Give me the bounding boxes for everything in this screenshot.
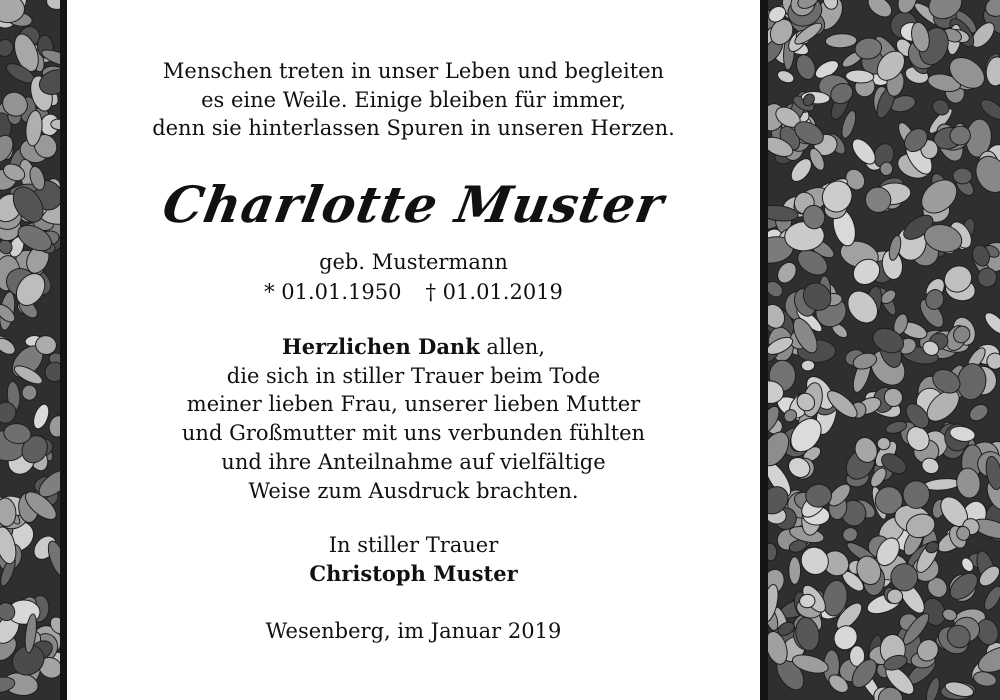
life-dates <box>67 279 760 305</box>
pebble <box>953 168 973 184</box>
pebble <box>887 589 903 604</box>
poem-line: Menschen treten in unser Leben und begleiten <box>162 59 665 83</box>
pebble <box>924 676 942 700</box>
thanks-bold: Herzlichen Dank <box>281 334 480 359</box>
thanks-line: und Großmutter mit uns verbunden fühlten <box>181 421 646 445</box>
pebble <box>47 414 60 438</box>
pebble <box>864 0 895 21</box>
poem-line: es eine Weile. Einige bleiben für immer, <box>201 88 626 112</box>
pebble <box>776 68 796 85</box>
birth-name: geb. Mustermann <box>319 250 508 274</box>
thanks-opening <box>67 334 760 360</box>
thanks-rest: allen, <box>479 335 546 359</box>
place-date: Wesenberg, im Januar 2019 <box>265 619 562 643</box>
birth-date: * 01.01.1950 <box>264 280 402 304</box>
pebble-photo-right <box>768 0 1000 700</box>
deceased-name: Charlotte Muster <box>158 175 669 234</box>
thanks-line: die sich in stiller Trauer beim Tode <box>226 364 601 388</box>
pebble-texture-right <box>768 0 1000 700</box>
pebble <box>31 402 52 431</box>
pebble <box>774 259 800 287</box>
pebble <box>966 401 990 424</box>
thanks-line: und ihre Anteilnahme auf vielfältige <box>221 450 606 474</box>
pebble <box>789 557 801 585</box>
pebble <box>42 359 60 384</box>
pebble-photo-left <box>0 0 60 700</box>
thanks-line: meiner lieben Frau, unserer lieben Mutter <box>186 392 641 416</box>
pebble <box>903 480 931 509</box>
signer-name: Christoph Muster <box>309 561 518 586</box>
death-date: † 01.01.2019 <box>425 280 563 304</box>
pebble <box>0 37 15 58</box>
thanks-line: Weise zum Ausdruck brachten. <box>248 479 579 503</box>
pebble <box>840 525 859 544</box>
pebble <box>970 151 1000 198</box>
pebble <box>801 360 815 371</box>
pebble <box>0 335 18 357</box>
black-border-right <box>760 0 768 700</box>
pebble <box>982 309 1000 337</box>
pebble-texture-left <box>0 0 60 700</box>
pebble <box>825 33 857 48</box>
pebble <box>768 543 777 561</box>
pebble <box>793 52 818 82</box>
pebble <box>981 584 1000 613</box>
pebble <box>46 0 60 10</box>
black-border-left <box>60 0 67 700</box>
mourning-label: In stiller Trauer <box>328 533 499 557</box>
pebble <box>799 594 815 608</box>
pebble <box>22 385 37 400</box>
obituary-panel <box>67 0 760 700</box>
poem-line: denn sie hinterlassen Spuren in unseren Herzen. <box>152 116 675 140</box>
